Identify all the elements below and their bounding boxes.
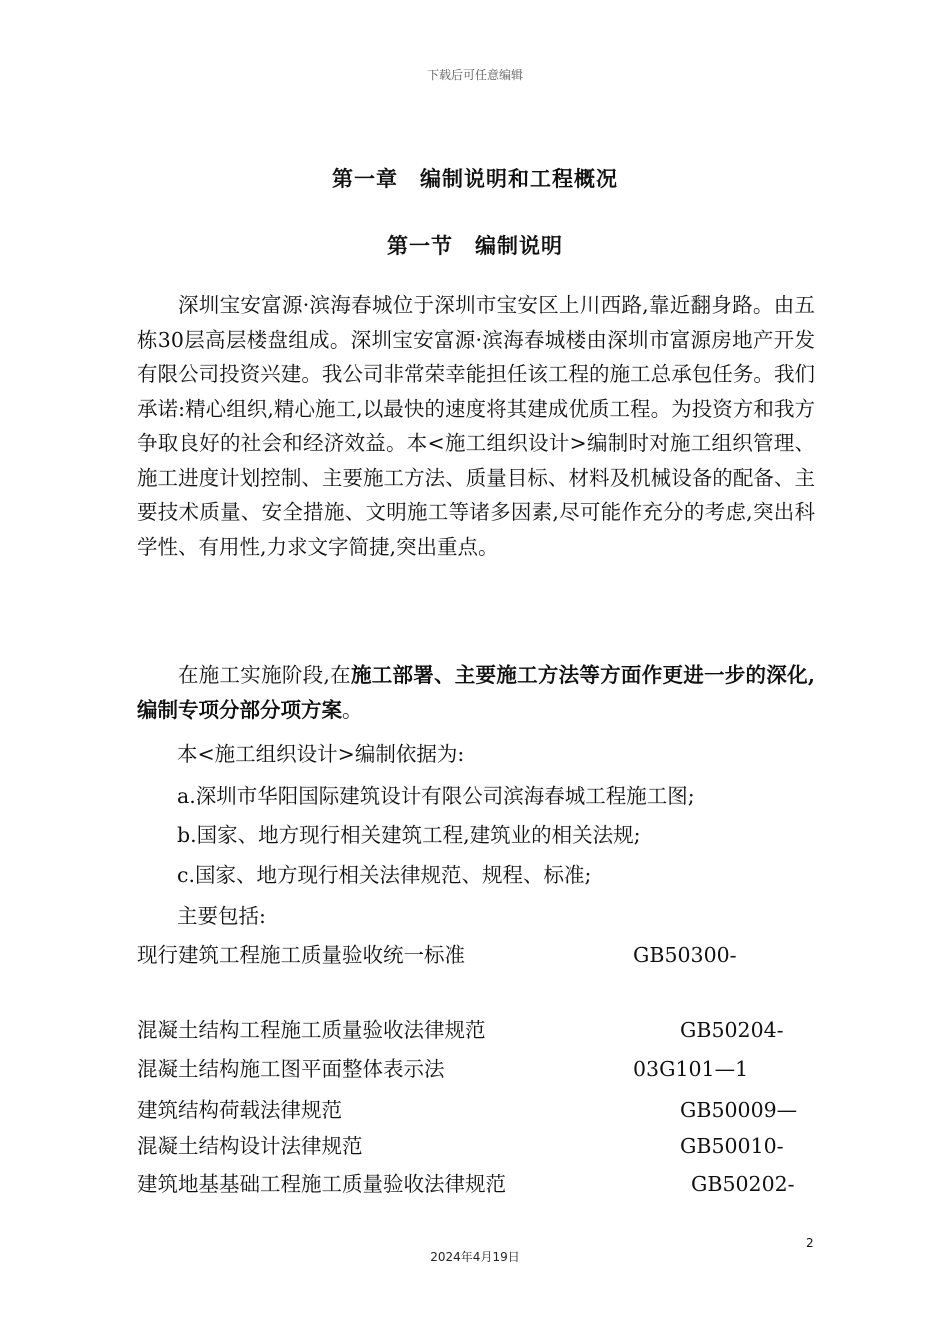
standard-code: GB50300- (633, 943, 737, 967)
standard-name: 建筑地基基础工程施工质量验收法律规范 (137, 1172, 506, 1196)
chapter-title: 第一章 编制说明和工程概况 (332, 167, 618, 191)
standard-name: 混凝土结构设计法律规范 (137, 1134, 363, 1158)
implementation-paragraph (137, 658, 815, 727)
standard-name: 混凝土结构工程施工质量验收法律规范 (137, 1018, 486, 1042)
implementation-prefix: 在施工实施阶段,在 (178, 663, 351, 687)
footer-date: 2024年4月19日 (430, 1250, 520, 1264)
main-includes-label: 主要包括: (177, 904, 266, 928)
page-number: 2 (806, 1236, 814, 1250)
standard-code: GB50010- (680, 1134, 784, 1158)
implementation-suffix: 。 (342, 697, 363, 722)
section-title: 第一节 编制说明 (387, 234, 563, 258)
standard-name: 混凝土结构施工图平面整体表示法 (137, 1057, 445, 1081)
basis-item-c: c.国家、地方现行相关法律规范、规程、标准; (177, 863, 592, 887)
implementation-emphasis: 施工部署、主要施工方法等方面作更进一步的深化,编制专项分部分项方案 (137, 663, 815, 722)
standard-code: GB50204- (680, 1018, 784, 1042)
intro-paragraph: 深圳宝安富源·滨海春城位于深圳市宝安区上川西路,靠近翻身路。由五栋30层高层楼盘组成。深圳宝安富源·滨海春城楼由深圳市富源房地产开发有限公司投资兴建。我公司非常荣幸能担任该工程的施工总承包任务。我们承诺:精心组织,精心施工,以最快的速度将其建成优质工程。为投资方和我方争取良好的社会和经济效益。本<施工组织设计>编制时对施工组织管理、施工进度计划控制、主要施工方法、质量目标、材料及机械设备的配备、主要技术质量、安全措施、文明施工等诸多因素,尽可能作充分的考虑,突出科学性、有用性,力求文字简捷,突出重点。 (137, 293, 815, 559)
standard-name: 现行建筑工程施工质量验收统一标准 (137, 943, 465, 967)
header-note: 下载后可任意编辑 (426, 68, 523, 82)
standard-code: GB50202- (691, 1172, 795, 1196)
basis-item-a: a.深圳市华阳国际建筑设计有限公司滨海春城工程施工图; (177, 784, 695, 808)
standard-code: GB50009— (680, 1098, 798, 1122)
standard-code: 03G101—1 (633, 1057, 749, 1081)
standard-name: 建筑结构荷载法律规范 (137, 1098, 342, 1122)
basis-intro: 本<施工组织设计>编制依据为: (177, 742, 465, 766)
basis-item-b: b.国家、地方现行相关建筑工程,建筑业的相关法规; (177, 823, 641, 847)
